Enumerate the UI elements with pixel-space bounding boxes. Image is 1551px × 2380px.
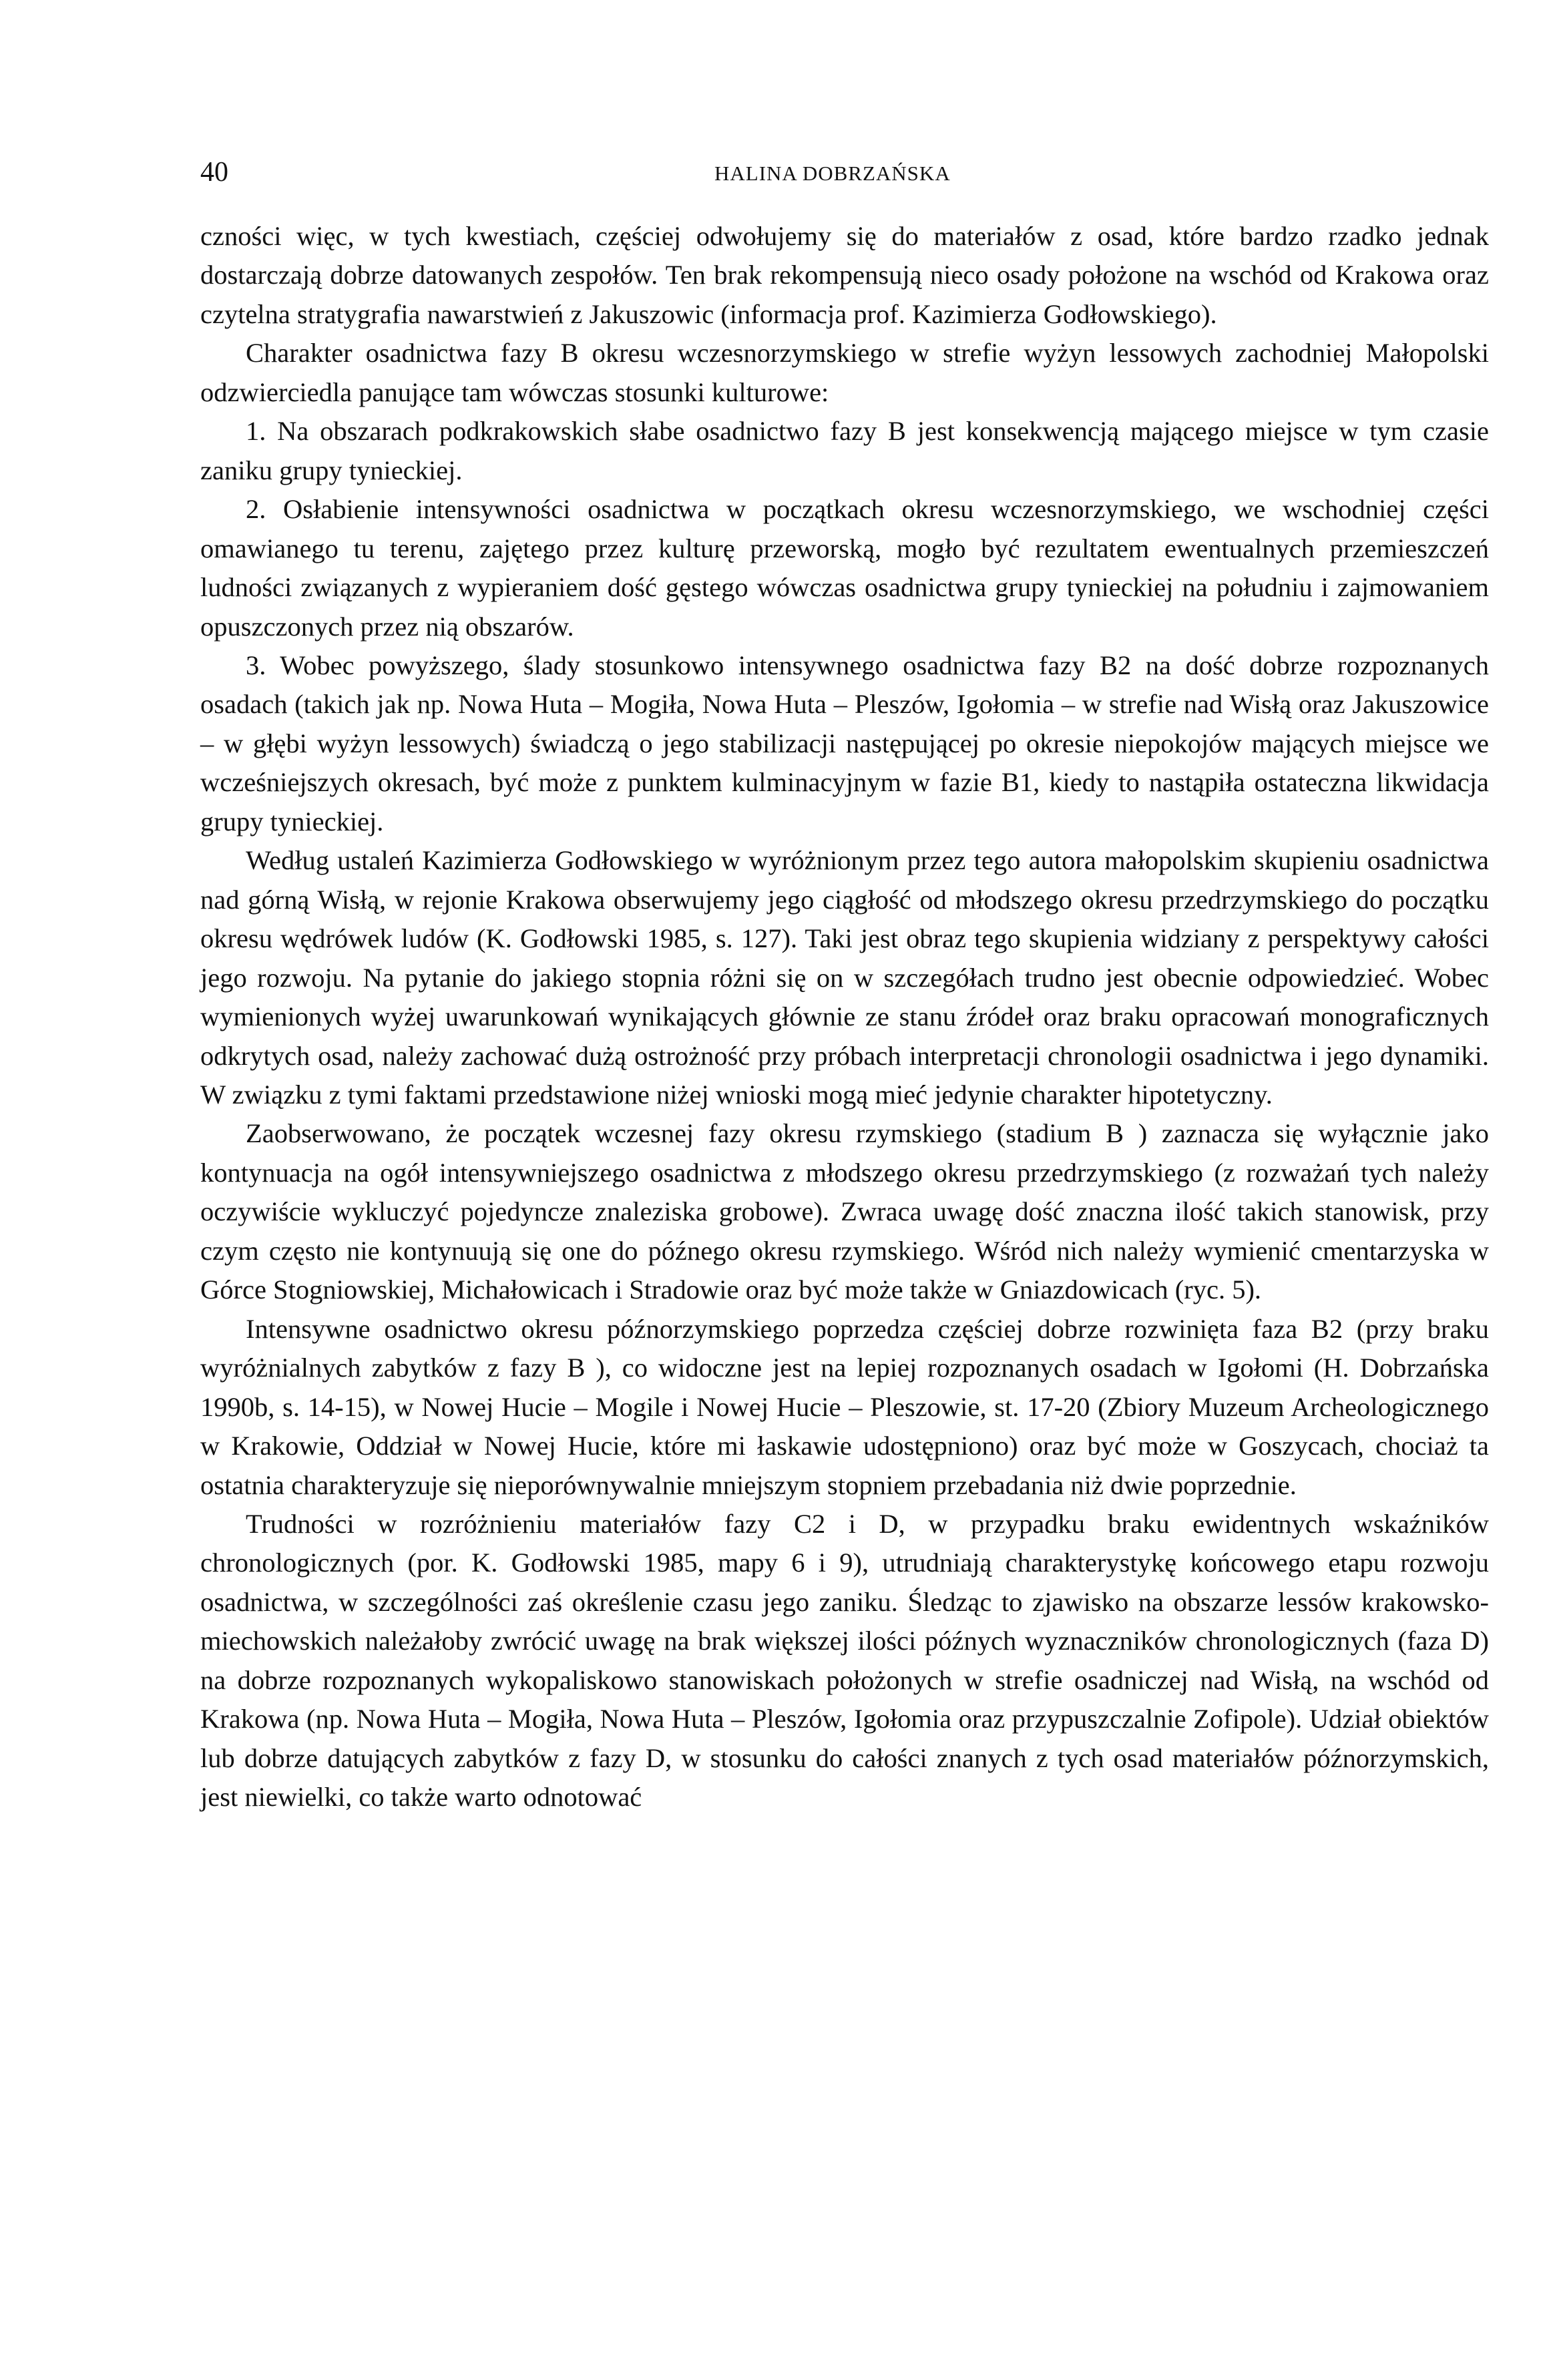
running-title: HALINA DOBRZAŃSKA xyxy=(714,162,951,185)
paragraph: Intensywne osadnictwo okresu późnorzymskiego poprzedza częściej dobrze rozwinięta faza B2 (przy braku wyróżnialnych zabytków z fazy B ), co widoczne jest na lepiej rozpoznanych osadach w Igołomi (H. Dobrzańska 1990b, s. 14-15), w Nowej Hucie – Mogile i Nowej Hucie – Pleszowie, st. 17-20 (Zbiory Muzeum Archeologicznego w Krakowie, Oddział w Nowej Hucie, które mi łaskawie udostępniono) oraz być może w Goszycach, chociaż ta ostatnia charakteryzuje się nieporównywalnie mniejszym stopniem przebadania niż dwie poprzednie. xyxy=(200,1313,1489,1500)
list-item-3: 3. Wobec powyższego, ślady stosunkowo intensywnego osadnictwa fazy B2 na dość dobrze rozpoznanych osadach (takich jak np. Nowa Huta – Mogiła, Nowa Huta – Pleszów, Igołomia – w strefie nad Wisłą oraz Jakuszowice – w głębi wyżyn lessowych) świadczą o jego stabilizacji następującej po okresie niepokojów mających miejsce we wcześniejszych okresach, być może z punktem kulminacyjnym w fazie B1, kiedy to nastąpiła ostateczna likwidacja grupy tynieckiej. xyxy=(200,650,1489,837)
paragraph: Trudności w rozróżnieniu materiałów fazy C2 i D, w przypadku braku ewidentnych wskaźników chronologicznych (por. K. Godłowski 1985, mapy 6 i 9), utrudniają charakterystykę końcowego etapu rozwoju osadnictwa, w szczególności zaś określenie czasu jego zaniku. Śledząc to zjawisko na obszarze lessów krakowsko-miechowskich należałoby zwrócić uwagę na brak większej ilości późnych wyznaczników chronologicznych (faza D) na dobrze rozpoznanych wykopaliskowo stanowiskach położonych w strefie osadniczej nad Wisłą, na wschód od Krakowa (np. Nowa Huta – Mogiła, Nowa Huta – Pleszów, Igołomia oraz przypuszczalnie Zofipole). Udział obiektów lub dobrze datujących zabytków z fazy D, w stosunku do całości znanych z tych osad materiałów późnorzymskich, jest niewielki, co także warto odnotować xyxy=(200,1508,1489,1813)
page-header xyxy=(200,152,1489,192)
list-item-2: 2. Osłabienie intensywności osadnictwa w początkach okresu wczesnorzymskiego, we wschodniej części omawianego tu terenu, zajętego przez kulturę przeworską, mogło być rezultatem ewentualnych przemieszczeń ludności związanych z wypieraniem dość gęstego wówczas osadnictwa grupy tynieckiej na południu i zajmowaniem opuszczonych przez nią obszarów. xyxy=(200,494,1489,642)
list-item-1: 1. Na obszarach podkrakowskich słabe osadnictwo fazy B jest konsekwencją mającego miejsce w tym czasie zaniku grupy tynieckiej. xyxy=(200,416,1489,485)
paragraph-continuation: czności więc, w tych kwestiach, częściej odwołujemy się do materiałów z osad, które bardzo rzadko jednak dostarczają dobrze datowanych zespołów. Ten brak rekompensują nieco osady położone na wschód od Krakowa oraz czytelna stratygrafia nawarstwień z Jakuszowic (informacja prof. Kazimierza Godłowskiego). xyxy=(200,221,1489,329)
paragraph: Charakter osadnictwa fazy B okresu wczesnorzymskiego w strefie wyżyn lessowych zachodniej Małopolski odzwierciedla panujące tam wówczas stosunki kulturowe: xyxy=(200,338,1489,407)
page-number: 40 xyxy=(200,157,228,188)
body-text xyxy=(200,217,1489,1817)
paragraph: Zaobserwowano, że początek wczesnej fazy okresu rzymskiego (stadium B ) zaznacza się wyłącznie jako kontynuacja na ogół intensywniejszego osadnictwa z młodszego okresu przedrzymskiego (z rozważań tych należy oczywiście wykluczyć pojedyncze znaleziska grobowe). Zwraca uwagę dość znaczna ilość takich stanowisk, przy czym często nie kontynuują się one do późnego okresu rzymskiego. Wśród nich należy wymienić cmentarzyska w Górce Stogniowskiej, Michałowicach i Stradowie oraz być może także w Gniazdowicach (ryc. 5). xyxy=(200,1118,1489,1305)
paragraph: Według ustaleń Kazimierza Godłowskiego w wyróżnionym przez tego autora małopolskim skupieniu osadnictwa nad górną Wisłą, w rejonie Krakowa obserwujemy jego ciągłość od młodszego okresu przedrzymskiego do początku okresu wędrówek ludów (K. Godłowski 1985, s. 127). Taki jest obraz tego skupienia widziany z perspektywy całości jego rozwoju. Na pytanie do jakiego stopnia różni się on w szczegółach trudno jest obecnie odpowiedzieć. Wobec wymienionych wyżej uwarunkowań wynikających głównie ze stanu źródeł oraz braku opracowań monograficznych odkrytych osad, należy zachować dużą ostrożność przy próbach interpretacji chronologii osadnictwa i jego dynamiki. W związku z tymi faktami przedstawione niżej wnioski mogą mieć jedynie charakter hipotetyczny. xyxy=(200,845,1489,1110)
